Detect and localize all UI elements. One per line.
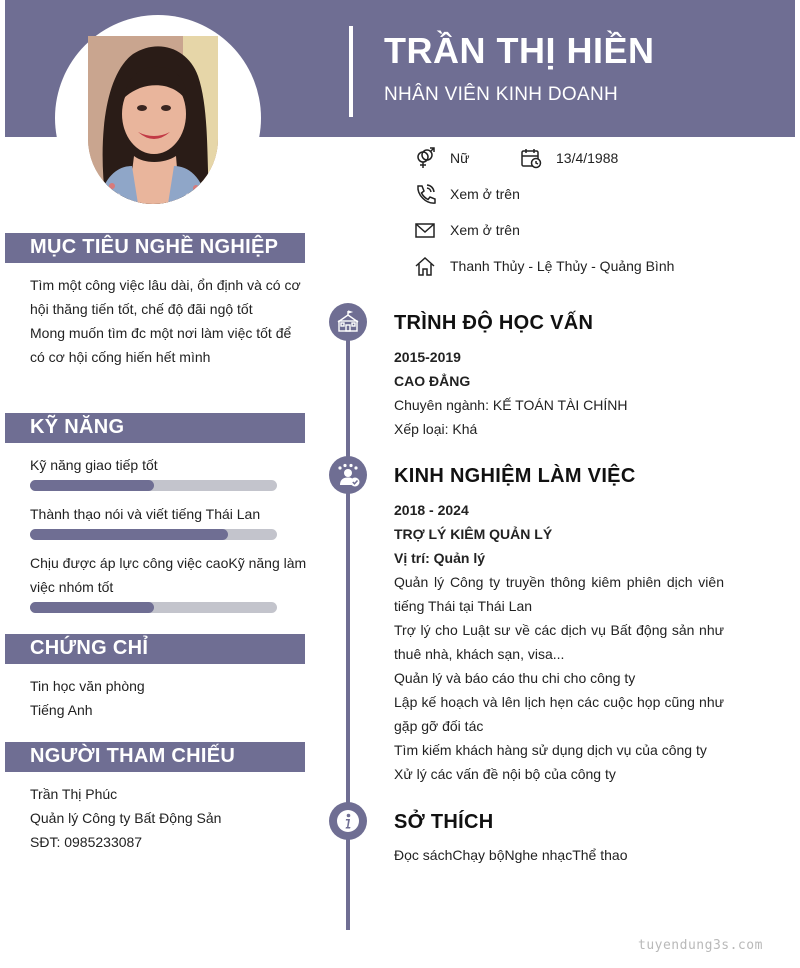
contact-birthday bbox=[520, 147, 618, 169]
objective-text bbox=[30, 273, 310, 369]
experience-duty: Quản lý Công ty truyền thông kiêm phiên dịch viên tiếng Thái tại Thái Lan bbox=[394, 574, 724, 614]
reference-name: Trần Thị Phúc bbox=[30, 786, 118, 802]
objective-title: MỤC TIÊU NGHỀ NGHIỆP bbox=[30, 236, 279, 258]
skill-bar bbox=[30, 529, 277, 540]
experience-icon-badge bbox=[329, 456, 367, 494]
experience-period: 2018 - 2024 bbox=[394, 502, 469, 518]
objective-line: hội thăng tiến tốt, chế độ đãi ngộ tốt bbox=[30, 301, 253, 317]
skill-label: Thành thạo nói và viết tiếng Thái Lan bbox=[30, 506, 261, 522]
hobbies-title: SỞ THÍCH bbox=[394, 811, 494, 833]
education-details bbox=[394, 345, 724, 441]
experience-duty: Trợ lý cho Luật sư về các dịch vụ Bất động sản như thuê nhà, khách sạn, visa... bbox=[394, 622, 724, 662]
team-star-icon bbox=[335, 462, 361, 488]
reference-phone: SĐT: 0985233087 bbox=[30, 834, 143, 850]
school-icon bbox=[336, 310, 360, 334]
certificates-list bbox=[30, 674, 145, 722]
skill-label: Kỹ năng giao tiếp tốt bbox=[30, 457, 158, 473]
experience-duty: Lập kế hoạch và lên lịch hẹn các cuộc họp cũng như gặp gỡ đối tác bbox=[394, 694, 724, 734]
skill-bar bbox=[30, 480, 277, 491]
hobbies-text: Đọc sáchChạy bộNghe nhạcThể thao bbox=[394, 847, 628, 863]
education-grade: Xếp loại: Khá bbox=[394, 421, 478, 437]
education-period: 2015-2019 bbox=[394, 349, 461, 365]
candidate-job-title: NHÂN VIÊN KINH DOANH bbox=[384, 84, 619, 105]
certificates-title: CHỨNG CHỈ bbox=[30, 637, 149, 659]
experience-duty: Xử lý các vấn đề nội bộ của công ty bbox=[394, 766, 616, 782]
watermark: tuyendung3s.com bbox=[638, 938, 763, 953]
header-divider bbox=[349, 26, 353, 117]
phone-value: Xem ở trên bbox=[450, 186, 520, 202]
phone-icon bbox=[414, 183, 436, 205]
skills-title: KỸ NĂNG bbox=[30, 416, 125, 438]
envelope-icon bbox=[414, 219, 436, 241]
contact-phone bbox=[414, 183, 520, 205]
experience-details bbox=[394, 498, 724, 786]
skill-bar-fill bbox=[30, 602, 154, 613]
contact-email bbox=[414, 219, 520, 241]
avatar bbox=[88, 36, 218, 204]
experience-title: KINH NGHIỆM LÀM VIỆC bbox=[394, 465, 636, 487]
birthday-value: 13/4/1988 bbox=[556, 150, 619, 166]
education-school: CAO ĐẲNG bbox=[394, 373, 471, 389]
candidate-name: TRẦN THỊ HIỀN bbox=[384, 30, 655, 71]
references-details bbox=[30, 782, 221, 854]
experience-duty: Quản lý và báo cáo thu chi cho công ty bbox=[394, 670, 636, 686]
skill-label: Chịu được áp lực công việc caoKỹ năng làm việc nhóm tốt bbox=[30, 555, 307, 595]
certificate-item: Tiếng Anh bbox=[30, 702, 93, 718]
objective-line: có cơ hội cống hiến hết mình bbox=[30, 349, 211, 365]
references-title: NGƯỜI THAM CHIẾU bbox=[30, 745, 236, 767]
hobbies-icon-badge bbox=[329, 802, 367, 840]
skill-bar-fill bbox=[30, 529, 228, 540]
calendar-icon bbox=[520, 147, 542, 169]
contact-address bbox=[414, 255, 674, 277]
certificate-item: Tin học văn phòng bbox=[30, 678, 145, 694]
skills-header bbox=[5, 413, 305, 443]
certificates-header bbox=[5, 634, 305, 664]
education-title: TRÌNH ĐỘ HỌC VẤN bbox=[394, 312, 594, 334]
objective-line: Mong muốn tìm đc một nơi làm việc tốt để bbox=[30, 325, 292, 341]
education-major: Chuyên ngành: KẾ TOÁN TÀI CHÍNH bbox=[394, 397, 628, 413]
experience-position: Vị trí: Quản lý bbox=[394, 550, 486, 566]
gender-icon bbox=[414, 147, 436, 169]
references-header bbox=[5, 742, 305, 772]
skill-bar-fill bbox=[30, 480, 154, 491]
home-icon bbox=[414, 255, 436, 277]
info-icon bbox=[335, 808, 361, 834]
email-value: Xem ở trên bbox=[450, 222, 520, 238]
contact-gender bbox=[414, 147, 469, 169]
address-value: Thanh Thủy - Lệ Thủy - Quảng Bình bbox=[450, 258, 675, 274]
objective-header bbox=[5, 233, 305, 263]
education-icon-badge bbox=[329, 303, 367, 341]
experience-duty: Tìm kiếm khách hàng sử dụng dịch vụ của công ty bbox=[394, 742, 707, 758]
skill-bar bbox=[30, 602, 277, 613]
reference-position: Quản lý Công ty Bất Động Sản bbox=[30, 810, 222, 826]
experience-role: TRỢ LÝ KIÊM QUẢN LÝ bbox=[394, 526, 553, 542]
objective-line: Tìm một công việc lâu dài, ổn định và có cơ bbox=[30, 277, 301, 293]
gender-value: Nữ bbox=[450, 150, 470, 166]
